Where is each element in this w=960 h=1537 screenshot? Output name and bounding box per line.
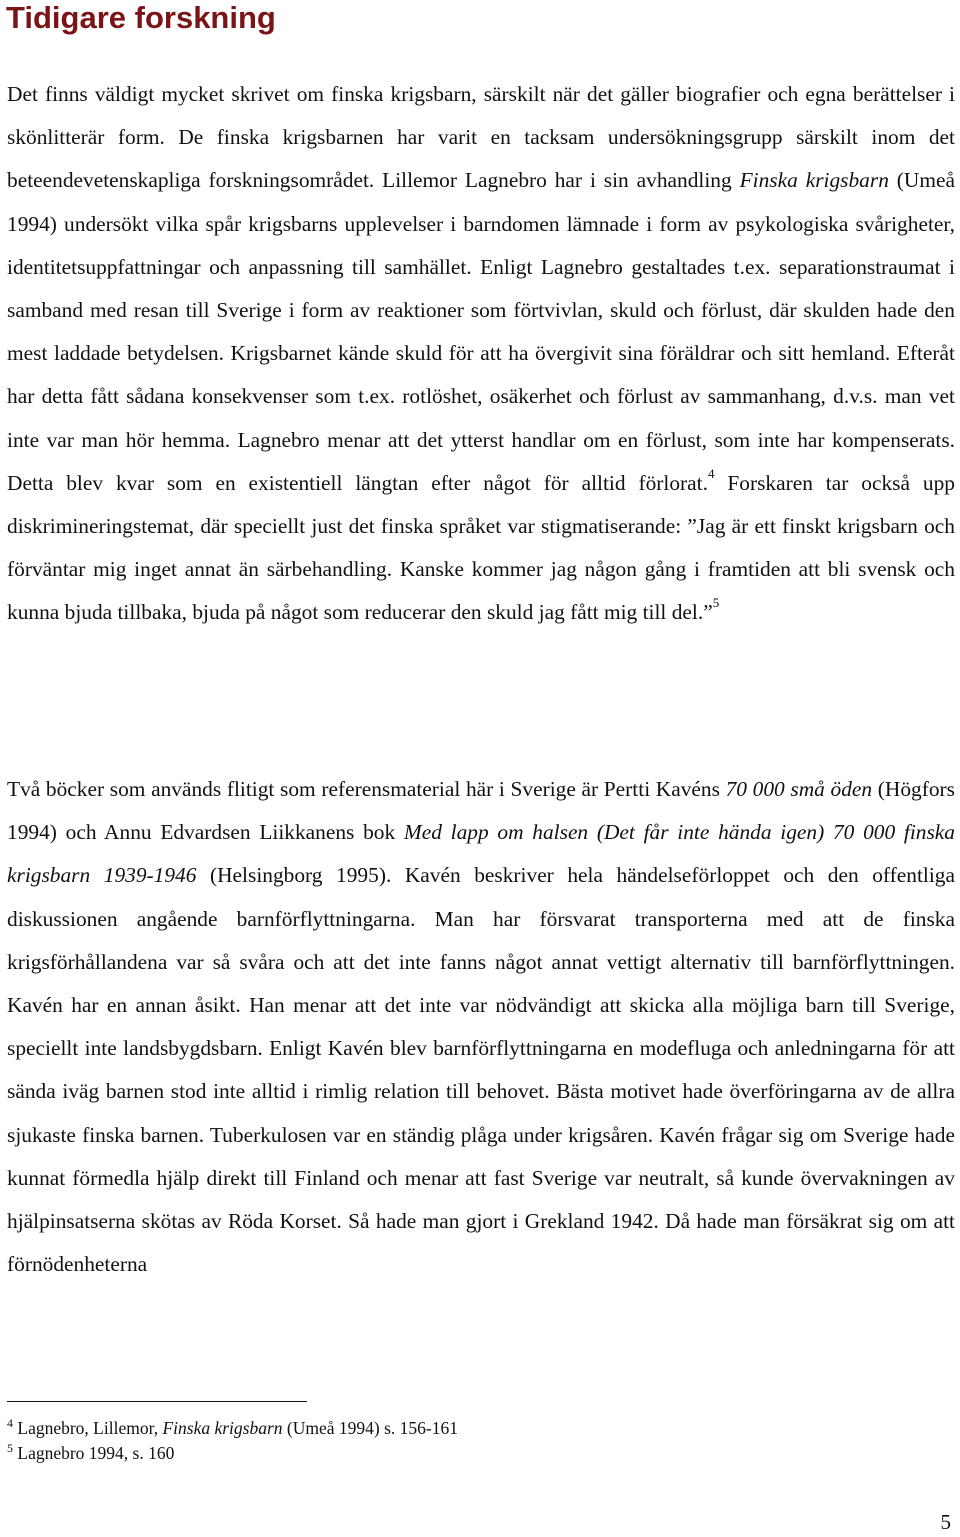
footnote-reference-5[interactable]: 5	[712, 595, 720, 611]
footnote-5	[7, 1441, 907, 1466]
paragraph-2-book-title-1: 70 000 små öden	[725, 777, 873, 801]
paragraph-2	[7, 768, 955, 1286]
footnote-book-title: Finska krigsbarn	[162, 1418, 283, 1438]
page-number: 5	[940, 1510, 951, 1534]
footnote-reference-4[interactable]: 4	[707, 465, 715, 481]
paragraph-2-text-b: (Högfors 1994) och Annu Edvardsen Liikkanens bok	[7, 777, 955, 845]
paragraph-1-text-b: (Umeå 1994) undersökt vilka spår krigsbarns upplevelser i barndomen lämnade i form av psykologiska svårigheter, identitetsuppfattningar och anpassning till samhället. Enligt Lagnebro gestaltades t.ex. separationstraumat i samband med resan till Sverige i form av reaktioner som förtvivlan, skuld och förlust, där skulden hade den mest laddade betydelsen. Krigsbarnet kände skuld för att ha övergivit sina föräldrar och sitt hemland. Efteråt har detta fått sådana konsekvenser som t.ex. rotlöshet, osäkerhet och förlust av sammanhang, d.v.s. man vet inte var man hör hemma. Lagnebro menar att det ytterst handlar om en förlust, som inte har kompenserats. Detta blev kvar som en existentiell längtan efter något för alltid förlorat.	[7, 168, 955, 495]
footnotes	[7, 1416, 907, 1466]
footnote-number: 5	[7, 1441, 13, 1456]
paragraph-1	[7, 73, 955, 635]
footnote-text-end: (Umeå 1994) s. 156-161	[282, 1418, 458, 1438]
footnote-divider	[7, 1401, 307, 1402]
paragraph-1-text-c: Forskaren tar också upp diskrimineringstemat, där speciellt just det finska språket var stigmatiserande: ”Jag är ett finskt krigsbarn och förväntar mig inget annat än särbehandling. Kanske kommer jag någon gång i framtiden att bli svensk och kunna bjuda tillbaka, bjuda på något som reducerar den skuld jag fått mig till del.”	[7, 470, 955, 625]
paragraph-1-text-a: Det finns väldigt mycket skrivet om finska krigsbarn, särskilt när det gäller biografier och egna berättelser i skönlitterär form. De finska krigsbarnen har varit en tacksam undersökningsgrupp särskilt inom det beteendevetenskapliga forskningsområdet. Lillemor Lagnebro har i sin avhandling	[7, 82, 955, 193]
footnote-number: 4	[7, 1416, 13, 1431]
section-heading: Tidigare forskning	[6, 0, 276, 35]
paragraph-2-text-a: Två böcker som används flitigt som referensmaterial här i Sverige är Pertti Kavéns	[7, 777, 726, 801]
footnote-text: Lagnebro, Lillemor,	[13, 1418, 163, 1438]
footnote-4	[7, 1416, 907, 1441]
footnote-text: Lagnebro 1994, s. 160	[13, 1443, 175, 1463]
paragraph-2-text-c: (Helsingborg 1995). Kavén beskriver hela händelseförloppet och den offentliga diskussionen angående barnförflyttningarna. Man har försvarat transporterna med att de finska krigsförhållandena var så svåra och att det inte fanns något annat vettigt alternativ till barnförflyttningen. Kavén har en annan åsikt. Han menar att det inte var nödvändigt att skicka alla möjliga barn till Sverige, speciellt inte landsbygdsbarn. Enligt Kavén blev barnförflyttningarna en modefluga och anledningarna för att sända iväg barnen stod inte alltid i rimlig relation till behovet. Bästa motivet hade överföringarna av de allra sjukaste finska barnen. Tuberkulosen var en ständig plåga under krigsåren. Kavén frågar sig om Sverige hade kunnat förmedla hjälp direkt till Finland och menar att fast Sverige var neutralt, så kunde övervakningen av hjälpinsatserna skötas av Röda Korset. Så hade man gjort i Grekland 1942. Då hade man försäkrat sig om att förnödenheterna	[7, 863, 955, 1277]
paragraph-1-book-title: Finska krigsbarn	[739, 168, 889, 193]
paragraph-2-book-title-2: Med lapp om halsen (Det får inte hända igen) 70 000 finska krigsbarn 1939-1946	[7, 820, 955, 888]
